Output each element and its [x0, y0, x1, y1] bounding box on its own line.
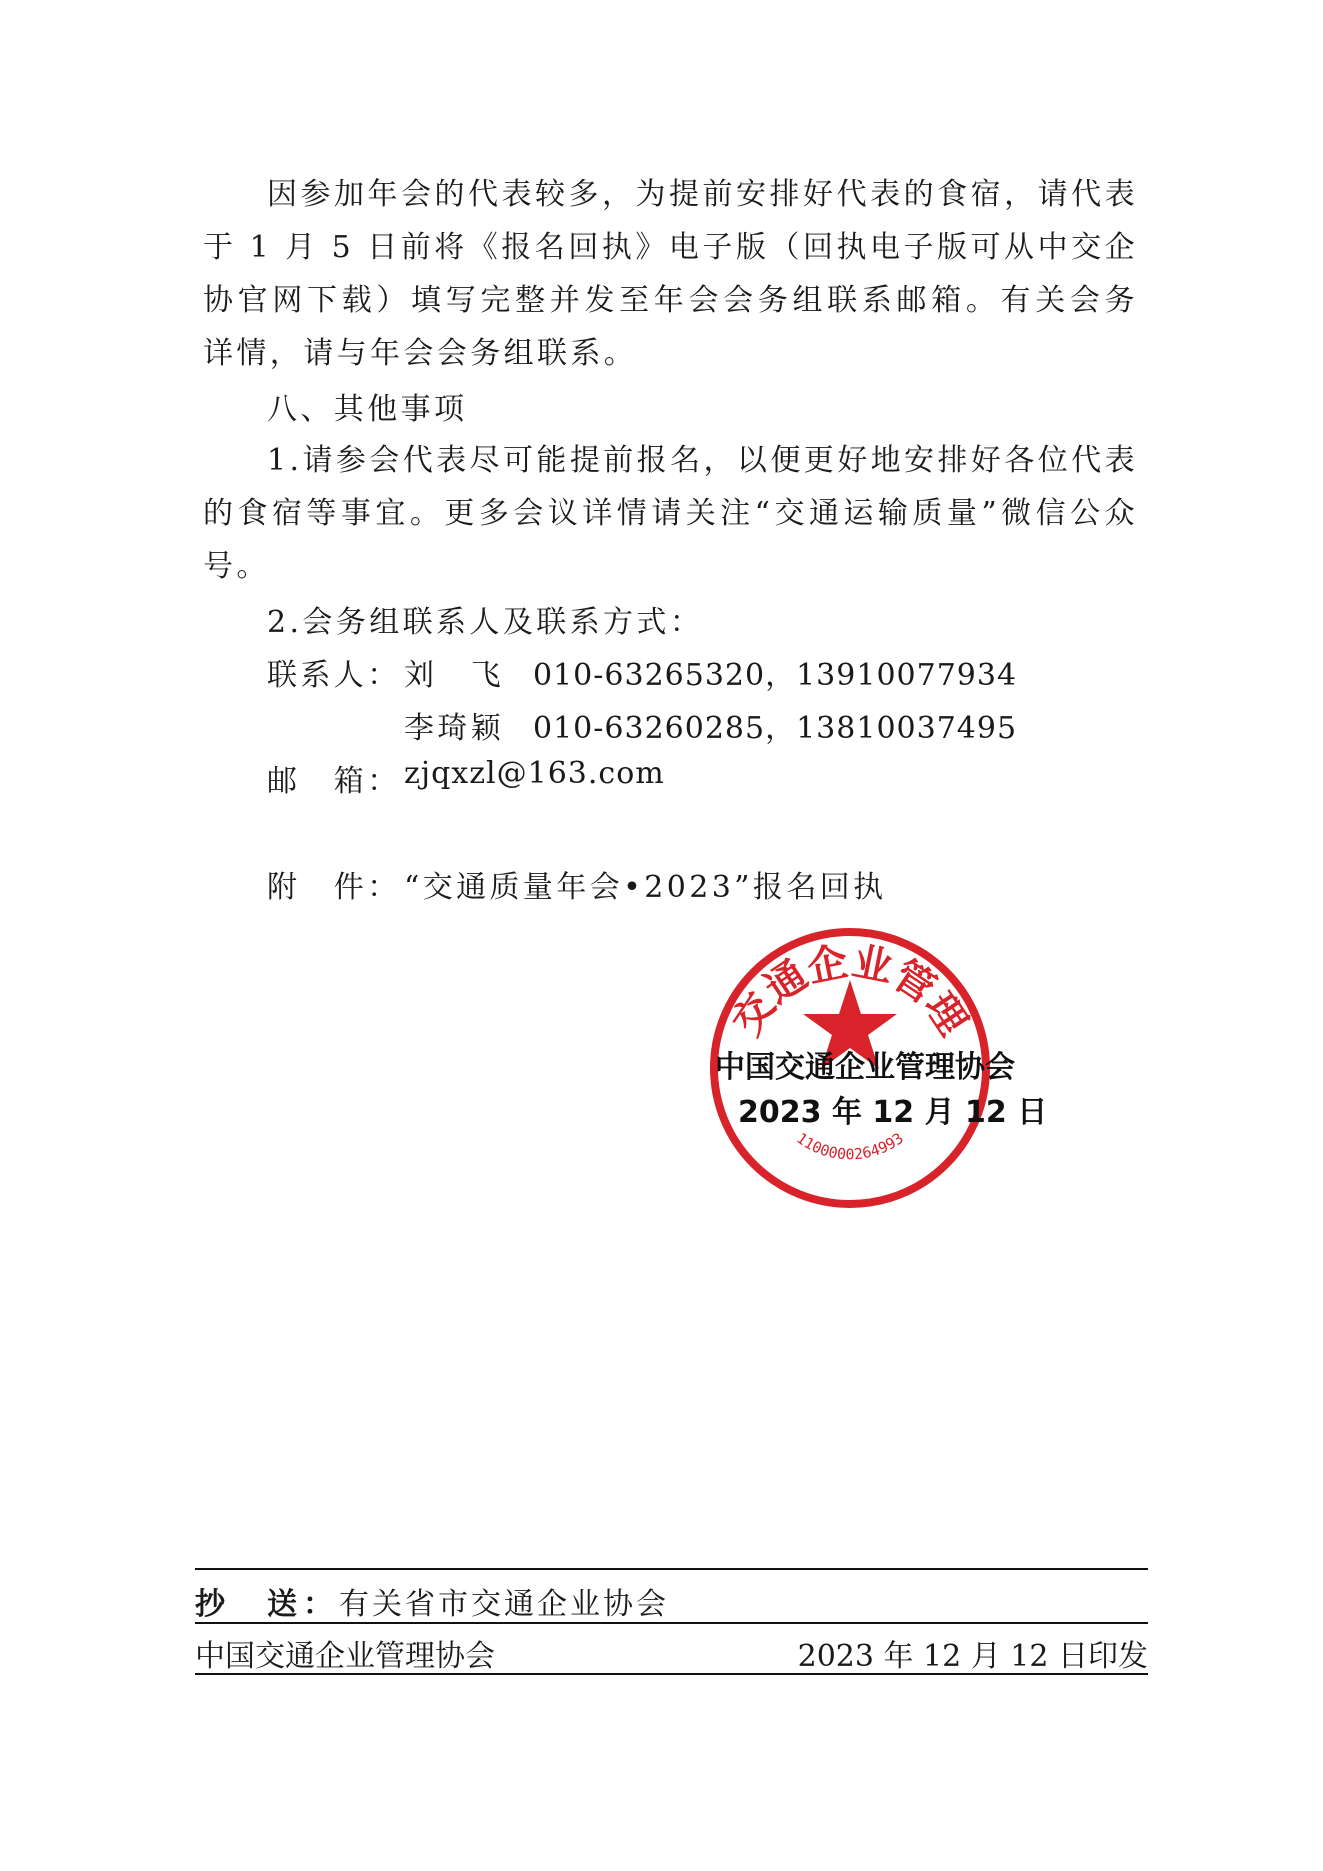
- cc-line: [195, 1579, 1148, 1623]
- section-heading-other-matters: 八、其他事项: [267, 392, 468, 427]
- issue-line: [195, 1631, 1148, 1675]
- body-item-2: 2.会务组联系人及联系方式：: [267, 605, 704, 640]
- attachment-title: “交通质量年会•2023”报名回执: [404, 870, 887, 905]
- seal-arc-text: 交通企业管理: [723, 937, 977, 1044]
- body-paragraph-registration: 因参加年会的代表较多，为提前安排好代表的食宿，请代表于 1 月 5 日前将《报名回执》电子版（回执电子版可从中交企协官网下载）填写完整并发至年会会务组联系邮箱。有关会务详情，请与年会会务组联系。: [203, 177, 1138, 371]
- signature-organization: 中国交通企业管理协会: [715, 1050, 1015, 1085]
- email-label: 邮 箱：: [267, 764, 401, 799]
- attachment-label: 附 件：: [267, 870, 401, 905]
- contact-2-phones: 010-63260285，13810037495: [533, 711, 1018, 746]
- cc-label: 抄 送：: [195, 1587, 339, 1622]
- seal-number: 1100000264993: [793, 1129, 907, 1164]
- issue-date: 2023 年 12 月 12 日印发: [797, 1639, 1148, 1674]
- email-address: zjqxzl@163.com: [404, 756, 665, 791]
- body-item-1: 1.请参会代表尽可能提前报名，以便更好地安排好各位代表的食宿等事宜。更多会议详情请关注“交通运输质量”微信公众号。: [203, 443, 1138, 584]
- contact-label: 联系人：: [267, 658, 401, 693]
- contact-2-name: 李琦颖: [404, 711, 505, 746]
- footer-middle-rule: [195, 1622, 1148, 1624]
- issuer: 中国交通企业管理协会: [195, 1639, 495, 1674]
- cc-recipients: 有关省市交通企业协会: [339, 1587, 669, 1622]
- signature-date: 2023 年 12 月 12 日: [738, 1095, 1048, 1130]
- contact-1-phones: 010-63265320，13910077934: [533, 658, 1018, 693]
- contact-1-name: 刘 飞: [404, 658, 505, 693]
- footer-top-rule: [195, 1568, 1148, 1570]
- footer-bottom-rule: [195, 1673, 1148, 1675]
